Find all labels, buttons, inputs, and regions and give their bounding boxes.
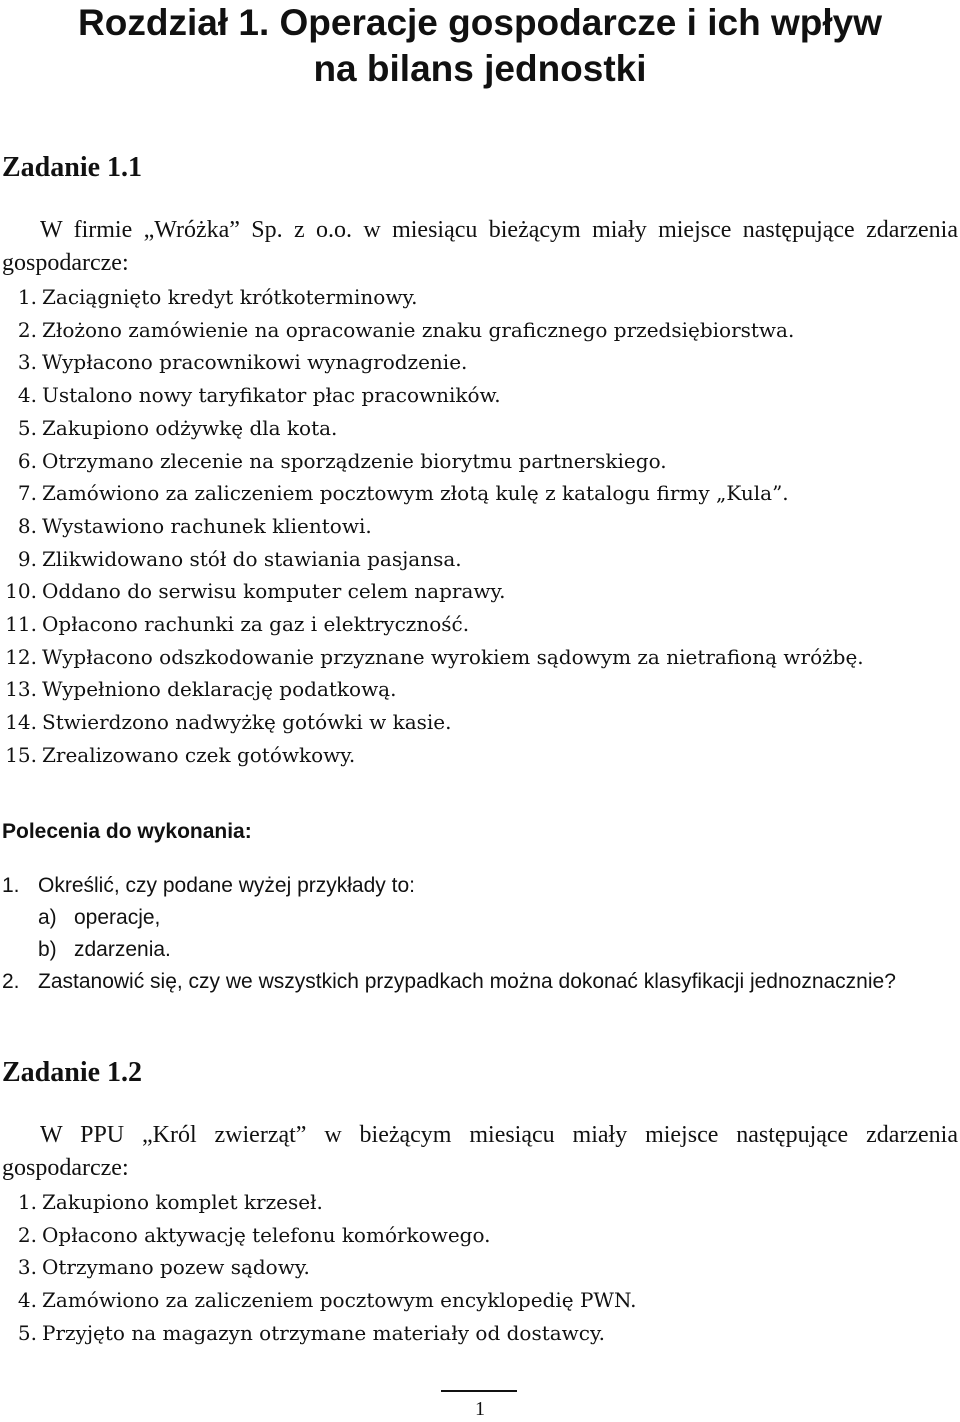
task-1-heading: Zadanie 1.1 (2, 152, 143, 183)
task-1-intro: W firmie „Wróżka” Sp. z o.o. w miesiącu bieżącym miały miejsce następujące zdarzenia gospodarcze: (2, 217, 958, 276)
chapter-title-line-2: na bilans jednostki (313, 48, 647, 89)
list-item: 1. Zakupiono komplet krzeseł. (17, 1190, 323, 1214)
page-number: 1 (475, 1398, 485, 1420)
list-item: 3. Wypłacono pracownikowi wynagrodzenie. (17, 350, 468, 375)
list-item: 13. Wypełniono deklarację podatkową. (5, 677, 397, 702)
command-item-1: 1. Określić, czy podane wyżej przykłady to: a) operacje, b) zdarzenia. (2, 870, 896, 966)
task-1-event-list (2, 281, 864, 772)
list-item: 2. Złożono zamówienie na opracowanie znaku graficznego przedsiębiorstwa. (17, 317, 795, 342)
list-item: 10. Oddano do serwisu komputer celem naprawy. (5, 579, 506, 604)
list-item: 6. Otrzymano zlecenie na sporządzenie biorytmu partnerskiego. (17, 448, 667, 473)
task-2-event-list (2, 1186, 637, 1350)
list-item: 5. Przyjęto na magazyn otrzymane materiały od dostawcy. (17, 1320, 605, 1345)
task-2-heading: Zadanie 1.2 (2, 1057, 143, 1088)
list-item: 4. Ustalono nowy taryfikator płac pracowników. (17, 383, 501, 408)
list-item: 4. Zamówiono za zaliczeniem pocztowym encyklopedię PWN. (17, 1288, 637, 1313)
list-item: 2. Opłacono aktywację telefonu komórkowego. (17, 1222, 491, 1247)
command-sub-item-a: a) operacje, (38, 906, 161, 929)
commands-list (2, 870, 896, 998)
list-item: 14. Stwierdzono nadwyżkę gotówki w kasie. (5, 710, 452, 735)
list-item: 3. Otrzymano pozew sądowy. (17, 1255, 310, 1280)
chapter-title-line-1: Rozdział 1. Operacje gospodarcze i ich wpływ (78, 2, 882, 43)
commands-heading: Polecenia do wykonania: (2, 820, 252, 843)
command-sub-item-b: b) zdarzenia. (38, 938, 171, 961)
list-item: 12. Wypłacono odszkodowanie przyznane wyrokiem sądowym za nietrafioną wróżbę. (5, 644, 864, 669)
list-item: 9. Zlikwidowano stół do stawiania pasjansa. (17, 546, 462, 571)
task-2-intro: W PPU „Król zwierząt” w bieżącym miesiącu miały miejsce następujące zdarzenia gospodarcze: (2, 1122, 958, 1181)
list-item: 11. Opłacono rachunki za gaz i elektryczność. (5, 612, 470, 637)
list-item: 1. Zaciągnięto kredyt krótkoterminowy. (17, 285, 418, 309)
command-item-2: 2. Zastanowić się, czy we wszystkich przypadkach można dokonać klasyfikacji jednoznacznie? (2, 970, 896, 993)
list-item: 5. Zakupiono odżywkę dla kota. (17, 415, 338, 440)
list-item: 7. Zamówiono za zaliczeniem pocztowym złotą kulę z katalogu firmy „Kula”. (17, 481, 789, 506)
chapter-title (0, 0, 960, 92)
list-item: 15. Zrealizowano czek gotówkowy. (5, 742, 356, 767)
footer-rule (441, 1390, 517, 1392)
list-item: 8. Wystawiono rachunek klientowi. (17, 513, 372, 538)
